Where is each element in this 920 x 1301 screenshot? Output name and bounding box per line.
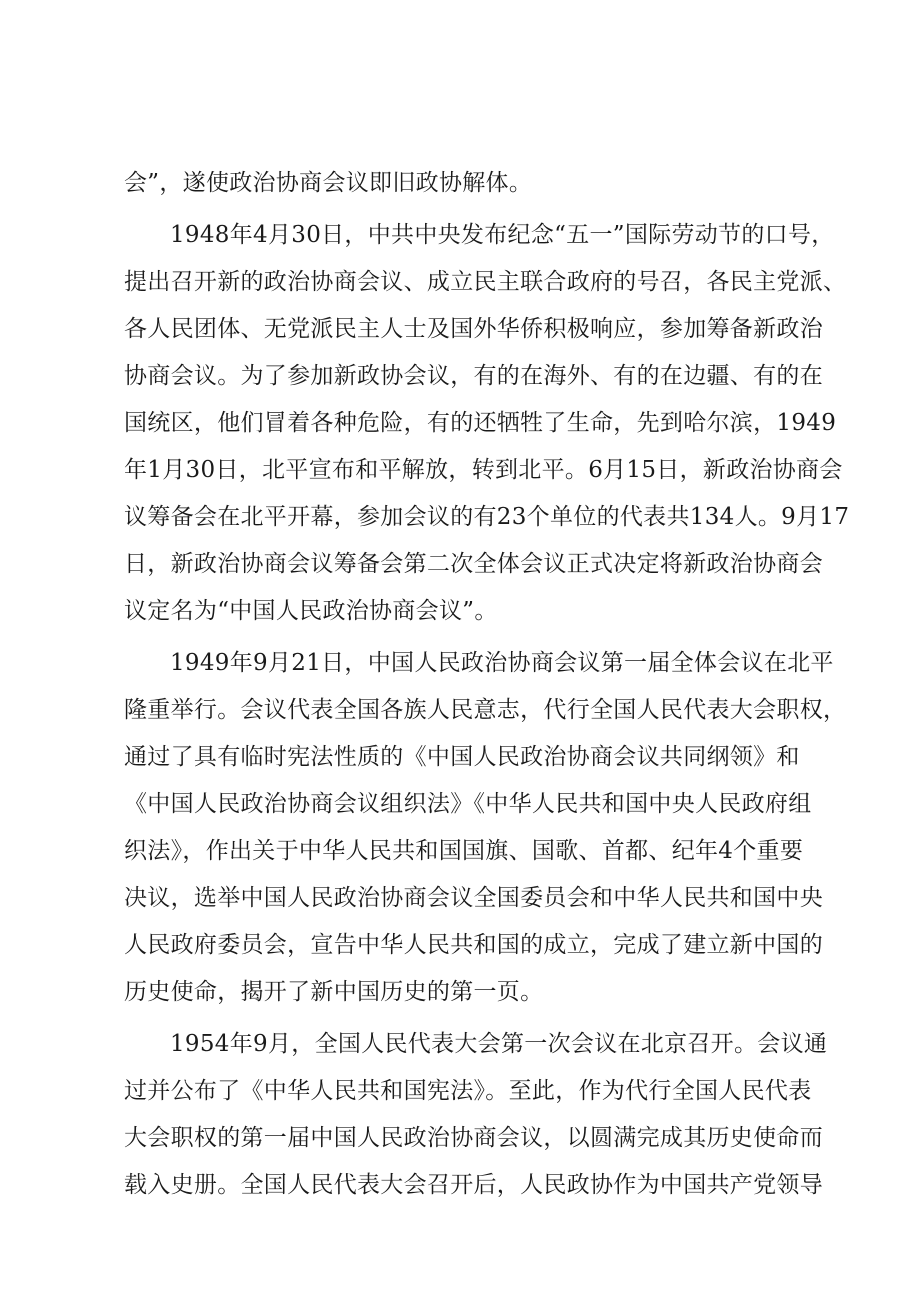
text-line: 载入史册。全国人民代表大会召开后，人民政协作为中国共产党领导 — [124, 1172, 823, 1198]
body-text — [124, 160, 850, 1209]
text-line: 提出召开新的政治协商会议、成立民主联合政府的号召，各民主党派、 — [124, 269, 847, 295]
paragraph-2 — [124, 212, 850, 635]
text-line: 人民政府委员会，宣告中华人民共和国的成立，完成了建立新中国的 — [124, 932, 823, 958]
text-line: 通过了具有临时宪法性质的《中国人民政治协商会议共同纲领》和 — [124, 744, 800, 770]
text-line: 日，新政治协商会议筹备会第二次全体会议正式决定将新政治协商会 — [124, 551, 823, 577]
text-line: 协商会议。为了参加新政协会议，有的在海外、有的在边疆、有的在 — [124, 363, 823, 389]
text-line: 1949年9月21日，中国人民政治协商会议第一届全体会议在北平 — [170, 650, 834, 676]
paragraph-1 — [124, 160, 800, 207]
text-line: 各人民团体、无党派民主人士及国外华侨积极响应，参加筹备新政治 — [124, 316, 823, 342]
text-line: 年1月30日，北平宣布和平解放，转到北平。6月15日，新政治协商会 — [124, 457, 843, 483]
text-line: 《中国人民政治协商会议组织法》《中华人民共和国中央人民政府组 — [124, 791, 812, 817]
text-line: 议定名为“中国人民政治协商会议”。 — [124, 598, 498, 624]
text-line: 1954年9月，全国人民代表大会第一次会议在北京召开。会议通 — [170, 1031, 828, 1057]
text-line: 决议，选举中国人民政治协商会议全国委员会和中华人民共和国中央 — [124, 885, 823, 911]
paragraph-3 — [124, 640, 847, 1016]
text-line: 议筹备会在北平开幕，参加会议的有23个单位的代表共134人。9月17 — [124, 504, 850, 530]
text-line: 国统区，他们冒着各种危险，有的还牺牲了生命，先到哈尔滨，1949 — [124, 410, 837, 436]
text-line: 历史使命，揭开了新中国历史的第一页。 — [124, 979, 544, 1005]
text-line: 会”，遂使政治协商会议即旧政协解体。 — [124, 170, 533, 196]
text-line: 织法》，作出关于中华人民共和国国旗、国歌、首都、纪年4个重要 — [124, 838, 804, 864]
paragraph-4 — [124, 1021, 828, 1209]
text-line: 大会职权的第一届中国人民政治协商会议，以圆满完成其历史使命而 — [124, 1125, 823, 1151]
text-line: 1948年4月30日，中共中央发布纪念“五一”国际劳动节的口号， — [170, 222, 835, 248]
text-line: 过并公布了《中华人民共和国宪法》。至此，作为代行全国人民代表 — [124, 1078, 812, 1104]
text-line: 隆重举行。会议代表全国各族人民意志，代行全国人民代表大会职权， — [124, 697, 847, 723]
